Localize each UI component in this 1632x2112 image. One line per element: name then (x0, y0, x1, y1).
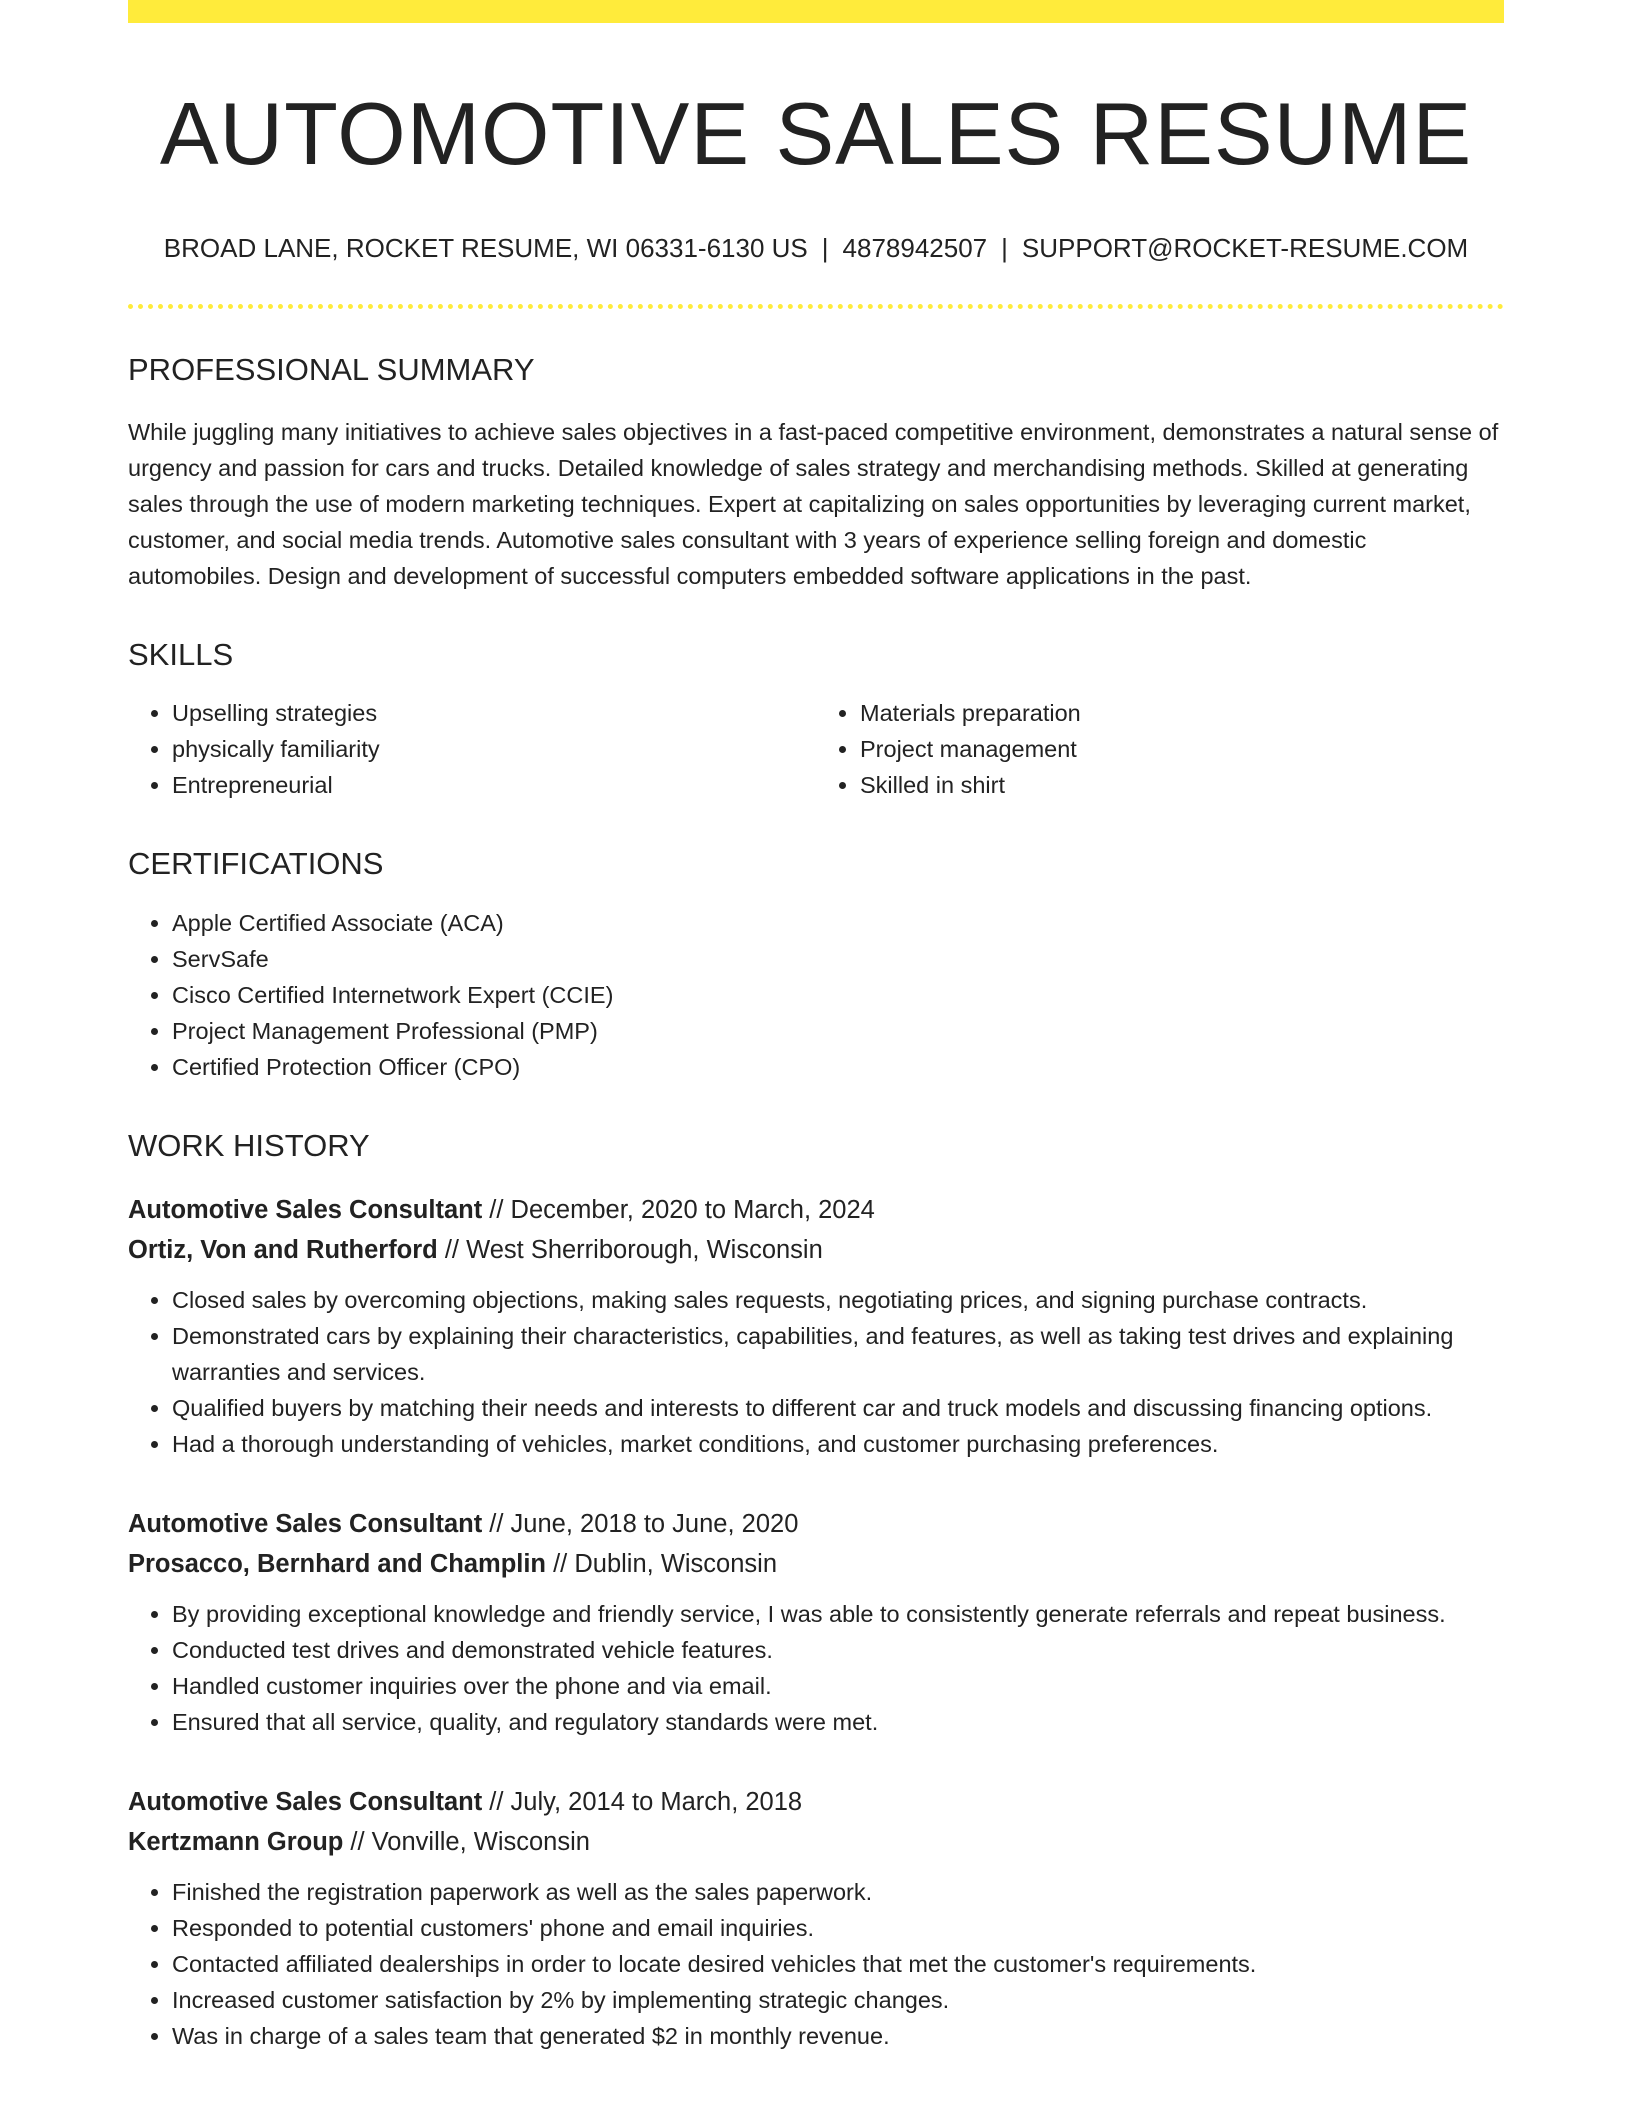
job-bullet: • Handled customer inquiries over the phone and via email. (172, 1668, 1504, 1704)
contact-address: BROAD LANE, ROCKET RESUME, WI 06331-6130 US (163, 232, 808, 263)
job-bullet: • Was in charge of a sales team that generated $2 in monthly revenue. (172, 2018, 1504, 2054)
job-title-line (128, 1782, 1504, 1822)
skill-item: • Entrepreneurial (172, 767, 816, 803)
job-location: // Dublin, Wisconsin (546, 1549, 778, 1578)
job-entry (128, 1782, 1504, 2054)
job-title: Automotive Sales Consultant (128, 1195, 483, 1224)
certification-item: • Apple Certified Associate (ACA) (172, 905, 1504, 941)
job-dates: // December, 2020 to March, 2024 (482, 1195, 875, 1224)
skills-grid (128, 673, 1504, 803)
contact-phone: 4878942507 (842, 232, 988, 263)
job-dates: // June, 2018 to June, 2020 (482, 1509, 799, 1538)
section-heading: WORK HISTORY (128, 1127, 370, 1163)
skills-list-left (128, 695, 816, 803)
job-bullet: • Conducted test drives and demonstrated vehicle features. (172, 1632, 1504, 1668)
contact-line (128, 233, 1504, 264)
certifications-section (128, 845, 1504, 1084)
professional-summary-section (128, 351, 1504, 594)
job-title: Automotive Sales Consultant (128, 1509, 483, 1538)
certification-item: • ServSafe (172, 941, 1504, 977)
skill-item: • Upselling strategies (172, 695, 816, 731)
certifications-list (128, 905, 1504, 1085)
job-entry (128, 1504, 1504, 1740)
job-bullet: • Responded to potential customers' phone and email inquiries. (172, 1910, 1504, 1946)
section-heading: PROFESSIONAL SUMMARY (128, 351, 535, 387)
job-bullets (128, 1596, 1504, 1740)
contact-separator: | (1001, 232, 1008, 263)
section-heading: CERTIFICATIONS (128, 846, 384, 882)
skills-section (128, 636, 1504, 803)
certification-item: • Certified Protection Officer (CPO) (172, 1049, 1504, 1085)
job-bullet: • Qualified buyers by matching their needs and interests to different car and truck models and discussing financing options. (172, 1390, 1504, 1426)
skill-item: • Project management (860, 731, 1504, 767)
job-bullet: • Contacted affiliated dealerships in order to locate desired vehicles that met the customer's requirements. (172, 1946, 1504, 1982)
accent-top-bar (128, 0, 1504, 23)
job-bullet: • Increased customer satisfaction by 2% by implementing strategic changes. (172, 1982, 1504, 2018)
job-list (128, 1190, 1504, 2054)
resume-title: AUTOMOTIVE SALES RESUME (159, 84, 1473, 183)
resume-page (128, 0, 1504, 2054)
work-history-section (128, 1127, 1504, 2054)
certification-item: • Cisco Certified Internetwork Expert (CCIE) (172, 977, 1504, 1013)
job-company-line (128, 1822, 1504, 1862)
job-title: Automotive Sales Consultant (128, 1787, 483, 1816)
job-title-line (128, 1504, 1504, 1544)
job-company-line (128, 1230, 1504, 1270)
job-bullet: • Finished the registration paperwork as well as the sales paperwork. (172, 1874, 1504, 1910)
job-location: // Vonville, Wisconsin (343, 1827, 590, 1856)
job-bullet: • Had a thorough understanding of vehicles, market conditions, and customer purchasing preferences. (172, 1426, 1504, 1462)
job-bullet: • Demonstrated cars by explaining their characteristics, capabilities, and features, as well as taking test drives and explaining warranties and services. (172, 1318, 1504, 1390)
job-location: // West Sherriborough, Wisconsin (437, 1235, 823, 1264)
job-company: Prosacco, Bernhard and Champlin (128, 1549, 547, 1578)
contact-separator: | (821, 232, 829, 263)
job-title-line (128, 1190, 1504, 1230)
skill-item: • Skilled in shirt (860, 767, 1504, 803)
job-company-line (128, 1544, 1504, 1584)
skills-list-right (816, 695, 1504, 803)
certification-item: • Project Management Professional (PMP) (172, 1013, 1504, 1049)
job-entry (128, 1190, 1504, 1462)
dotted-divider (128, 304, 1504, 309)
skill-item: • physically familiarity (172, 731, 816, 767)
summary-text: While juggling many initiatives to achieve sales objectives in a fast-paced competitive environment, demonstrates a natural sense of urgency and passion for cars and trucks. Detailed knowledge of sales strategy and merchandising methods. Skilled at generating sales through the use of modern marketing techniques. Expert at capitalizing on sales opportunities by leveraging current market, customer, and social media trends. Automotive sales consultant with 3 years of experience selling foreign and domestic automobiles. Design and development of successful computers embedded software applications in the past. (128, 419, 1499, 590)
job-company: Kertzmann Group (128, 1827, 344, 1856)
job-bullet: • By providing exceptional knowledge and friendly service, I was able to consistently generate referrals and repeat business. (172, 1596, 1504, 1632)
job-bullet: • Ensured that all service, quality, and regulatory standards were met. (172, 1704, 1504, 1740)
job-bullets (128, 1874, 1504, 2054)
job-company: Ortiz, Von and Rutherford (128, 1235, 438, 1264)
job-bullets (128, 1282, 1504, 1462)
contact-email: SUPPORT@ROCKET-RESUME.COM (1021, 232, 1469, 263)
skill-item: • Materials preparation (860, 695, 1504, 731)
job-dates: // July, 2014 to March, 2018 (482, 1787, 803, 1816)
section-heading: SKILLS (128, 637, 234, 673)
job-bullet: • Closed sales by overcoming objections, making sales requests, negotiating prices, and signing purchase contracts. (172, 1282, 1504, 1318)
